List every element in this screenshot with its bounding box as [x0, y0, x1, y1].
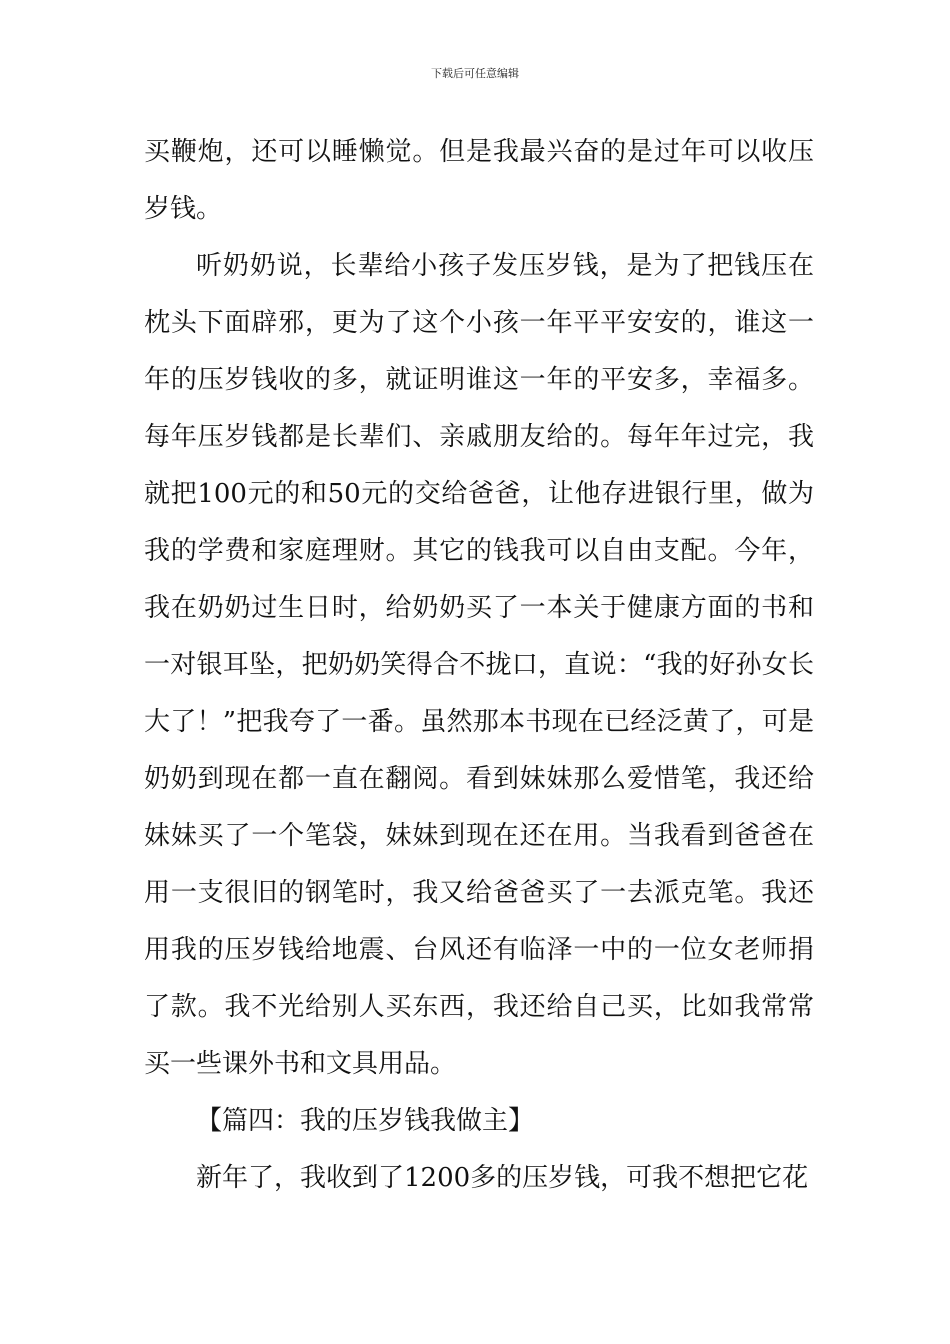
document-body — [144, 124, 814, 1207]
section-heading: 【篇四：我的压岁钱我做主】 — [196, 1106, 535, 1136]
paragraph-grandma-story: 听奶奶说，长辈给小孩子发压岁钱，是为了把钱压在枕头下面辟邪，更为了这个小孩一年平平安安的，谁这一年的压岁钱收的多，就证明谁这一年的平安多，幸福多。每年压岁钱都是长辈们、亲戚朋友给的。每年年过完，我就把100元的和50元的交给爸爸，让他存进银行里，做为我的学费和家庭理财。其它的钱我可以自由支配。今年，我在奶奶过生日时，给奶奶买了一本关于健康方面的书和一对银耳坠，把奶奶笑得合不拢口，直说：“我的好孙女长大了！”把我夸了一番。虽然那本书现在已经泛黄了，可是奶奶到现在都一直在翻阅。看到妹妹那么爱惜笔，我还给妹妹买了一个笔袋，妹妹到现在还在用。当我看到爸爸在用一支很旧的钢笔时，我又给爸爸买了一去派克笔。我还用我的压岁钱给地震、台风还有临泽一中的一位女老师捐了款。我不光给别人买东西，我还给自己买，比如我常常买一些课外书和文具用品。 — [144, 251, 814, 1079]
paragraph-continuation: 买鞭炮，还可以睡懒觉。但是我最兴奋的是过年可以收压岁钱。 — [144, 137, 814, 224]
page-header: 下载后可任意编辑 — [431, 67, 519, 80]
paragraph-new-year: 新年了，我收到了1200多的压岁钱，可我不想把它花 — [196, 1163, 809, 1193]
